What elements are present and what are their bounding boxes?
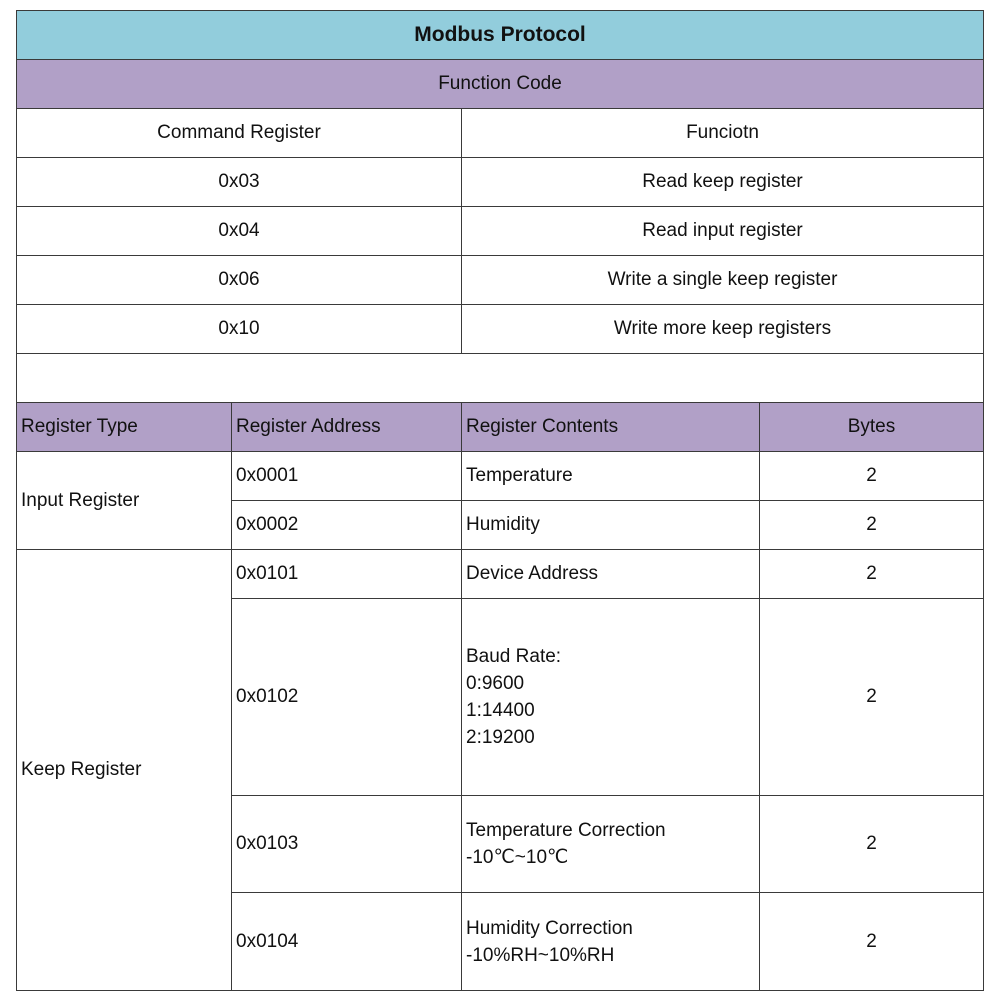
contents-line: Humidity Correction — [466, 917, 633, 939]
register-contents — [462, 599, 760, 796]
table-row — [17, 158, 984, 207]
command-function: Write more keep registers — [462, 305, 984, 354]
spacer-row — [17, 354, 984, 403]
command-register-header: Command Register — [17, 109, 462, 158]
command-function: Write a single keep register — [462, 256, 984, 305]
register-address: 0x0103 — [232, 796, 462, 893]
register-bytes: 2 — [760, 599, 984, 796]
register-address: 0x0001 — [232, 452, 462, 501]
contents-line: -10%RH~10%RH — [466, 944, 615, 966]
command-code: 0x04 — [17, 207, 462, 256]
table-row — [17, 305, 984, 354]
register-bytes: 2 — [760, 452, 984, 501]
contents-line: 0:9600 — [466, 673, 525, 694]
function-code-heading: Function Code — [17, 60, 984, 109]
contents-line: 2:19200 — [466, 727, 535, 748]
modbus-protocol-table — [16, 10, 984, 991]
register-bytes: 2 — [760, 796, 984, 893]
register-bytes: 2 — [760, 501, 984, 550]
register-type-input: Input Register — [17, 452, 232, 550]
register-type-keep: Keep Register — [17, 550, 232, 991]
register-contents — [462, 893, 760, 991]
table-row — [17, 452, 984, 501]
command-function: Read input register — [462, 207, 984, 256]
table-row — [17, 207, 984, 256]
register-bytes: 2 — [760, 893, 984, 991]
table-row — [17, 550, 984, 599]
function-header: Funciotn — [462, 109, 984, 158]
register-address: 0x0101 — [232, 550, 462, 599]
command-code: 0x10 — [17, 305, 462, 354]
register-header-row — [17, 403, 984, 452]
register-address: 0x0104 — [232, 893, 462, 991]
register-contents: Temperature — [462, 452, 760, 501]
register-address-header: Register Address — [232, 403, 462, 452]
register-type-header: Register Type — [17, 403, 232, 452]
register-contents-header: Register Contents — [462, 403, 760, 452]
register-contents — [462, 796, 760, 893]
command-code: 0x06 — [17, 256, 462, 305]
register-contents: Device Address — [462, 550, 760, 599]
command-function: Read keep register — [462, 158, 984, 207]
contents-line: -10℃~10℃ — [466, 847, 569, 868]
function-code-header-row — [17, 109, 984, 158]
contents-line: Baud Rate: — [466, 646, 562, 667]
contents-line: 1:14400 — [466, 700, 535, 721]
table-title: Modbus Protocol — [17, 11, 984, 60]
register-address: 0x0102 — [232, 599, 462, 796]
table-row — [17, 256, 984, 305]
register-bytes: 2 — [760, 550, 984, 599]
contents-line: Temperature Correction — [466, 820, 666, 841]
register-address: 0x0002 — [232, 501, 462, 550]
command-code: 0x03 — [17, 158, 462, 207]
bytes-header: Bytes — [760, 403, 984, 452]
register-contents: Humidity — [462, 501, 760, 550]
